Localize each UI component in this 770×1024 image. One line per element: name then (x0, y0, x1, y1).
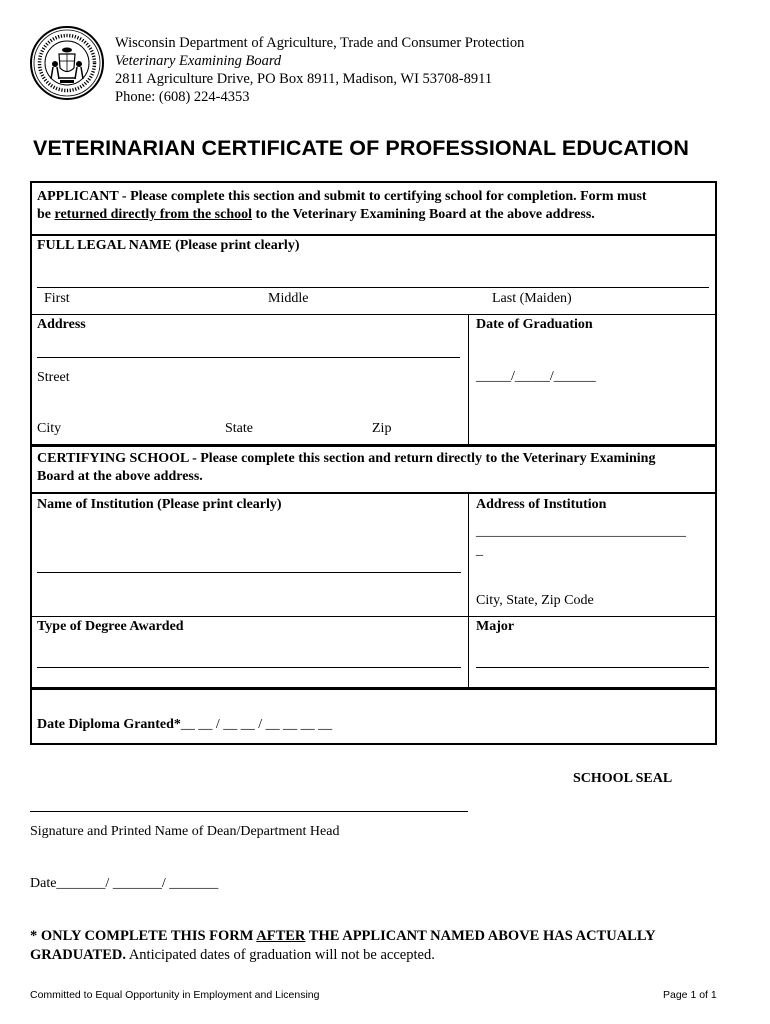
note-line1 (30, 927, 656, 946)
inst-address-label: Address of Institution (476, 497, 607, 512)
diploma-date-field[interactable]: __ __ / __ __ / __ __ __ __ (180, 717, 333, 732)
degree-divider (30, 616, 717, 617)
middle-name-label: Middle (268, 291, 309, 306)
intro-pre: be (37, 207, 55, 222)
intro-post: to the Veterinary Examining Board at the above address. (252, 207, 595, 222)
board-name: Veterinary Examining Board (115, 53, 282, 69)
applicant-divider (30, 234, 717, 236)
applicant-intro-line2 (37, 206, 647, 224)
full-name-field[interactable] (37, 287, 709, 288)
grad-date-field[interactable]: _____/_____/______ (476, 369, 596, 384)
institution-field[interactable] (37, 572, 461, 573)
address-label: Address (37, 317, 86, 332)
institution-label: Name of Institution (Please print clearly) (37, 497, 282, 512)
grad-date-label: Date of Graduation (476, 317, 593, 332)
note-underlined: AFTER (256, 928, 306, 944)
school-intro-line2: Board at the above address. (37, 469, 203, 484)
address-col-divider (468, 314, 469, 446)
diploma-row (37, 717, 332, 733)
applicant-intro (37, 188, 647, 224)
last-name-label: Last (Maiden) (492, 291, 572, 306)
footer-eeo: Committed to Equal Opportunity in Employment and Licensing (30, 989, 320, 1001)
inst-address-field[interactable]: ______________________________ (476, 524, 686, 539)
note-post: THE APPLICANT NAMED ABOVE HAS ACTUALLY (305, 928, 656, 944)
first-name-label: First (44, 291, 70, 306)
city-label: City (37, 421, 62, 436)
full-name-label: FULL LEGAL NAME (Please print clearly) (37, 238, 300, 253)
street-label: Street (37, 370, 70, 385)
state-seal-logo (28, 24, 106, 102)
address-divider (30, 314, 717, 315)
note-pre: * ONLY COMPLETE THIS FORM (30, 928, 257, 944)
major-field[interactable] (476, 667, 709, 668)
school-divider (30, 492, 717, 494)
signature-date-field[interactable]: Date_______/ _______/ _______ (30, 876, 219, 891)
applicant-intro-line1: APPLICANT - Please complete this section and submit to certifying school for completion. Form must (37, 189, 647, 204)
agency-address: 2811 Agriculture Drive, PO Box 8911, Madison, WI 53708-8911 (115, 71, 493, 87)
state-label: State (225, 421, 253, 436)
degree-label: Type of Degree Awarded (37, 619, 184, 634)
diploma-label: Date Diploma Granted* (37, 717, 181, 732)
degree-field[interactable] (37, 667, 461, 668)
school-seal-label: SCHOOL SEAL (573, 771, 673, 786)
footer-page-number: Page 1 of 1 (663, 989, 717, 1001)
page-title: VETERINARIAN CERTIFICATE OF PROFESSIONAL EDUCATION (33, 136, 689, 160)
city-state-zip-label: City, State, Zip Code (476, 593, 594, 608)
agency-phone: Phone: (608) 224-4353 (115, 89, 250, 105)
note-line2 (30, 946, 656, 965)
inst-address-field-cont: _ (476, 543, 483, 558)
graduation-note (30, 927, 656, 965)
major-label: Major (476, 619, 515, 634)
school-intro-line1: CERTIFYING SCHOOL - Please complete this section and return directly to the Veterinary Examining (37, 451, 656, 466)
zip-label: Zip (372, 421, 392, 436)
note-graduated: GRADUATED. (30, 947, 126, 963)
school-intro (37, 450, 655, 486)
signature-label: Signature and Printed Name of Dean/Department Head (30, 824, 340, 839)
signature-field[interactable] (30, 811, 468, 812)
street-field[interactable] (37, 357, 460, 358)
intro-underlined: returned directly from the school (54, 207, 253, 222)
note-anticipated: Anticipated dates of graduation will not be accepted. (126, 947, 435, 963)
school-col-divider (468, 492, 469, 689)
agency-name: Wisconsin Department of Agriculture, Trade and Consumer Protection (115, 35, 525, 51)
